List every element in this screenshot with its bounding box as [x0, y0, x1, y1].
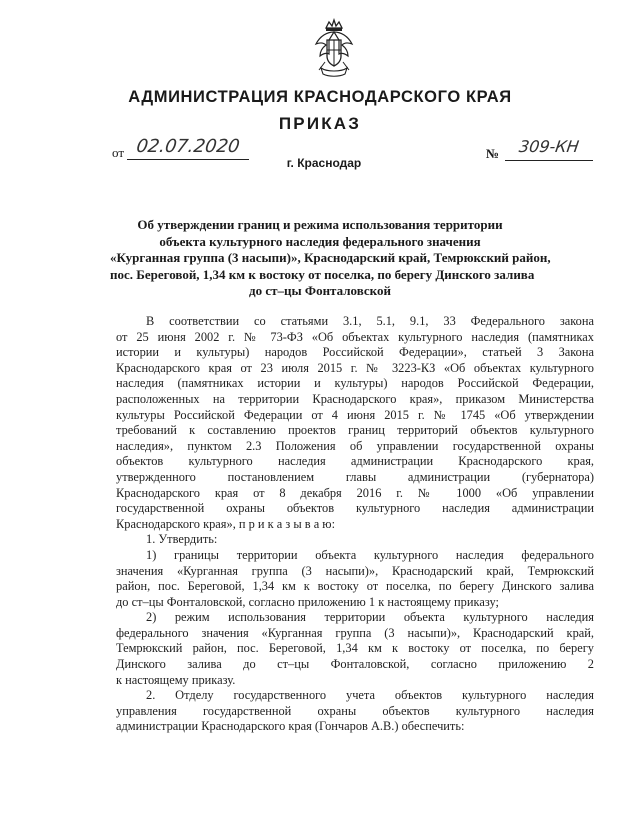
body-line: Краснодарского края от 8 декабря 2016 г. № 1000 «Об управлении [116, 485, 594, 500]
body-line: значения «Курганная группа (3 насыпи)», Краснодарский край, Темрюкский [116, 563, 594, 578]
body-line: 2) режим использования территории объекта культурного наследия [146, 610, 594, 625]
body-line: утвержденного постановлением главы администрации (губернатора) [116, 469, 594, 484]
body-line: 2. Отделу государственного учета объектов культурного наследия [146, 688, 594, 703]
body-line: Краснодарского края», п р и к а з ы в а ю: [116, 516, 336, 531]
body-line: Темрюкский район, пос. Береговой, 1,34 км к востоку от поселка, по берегу [116, 641, 594, 656]
document-body [116, 314, 594, 735]
body-line: от 25 июня 2002 г. № 73-ФЗ «Об объектах культурного наследия (памятниках [116, 329, 594, 344]
document-title [110, 217, 551, 300]
body-line: расположенных на территории Краснодарского края», приказом Министерства [116, 391, 594, 406]
body-line: к настоящему приказу. [116, 672, 236, 687]
number-value: 309-КН [517, 137, 581, 156]
body-line: государственной охраны объектов культурного наследия администрации [116, 501, 594, 516]
date-value: 02.07.2020 [134, 136, 242, 157]
body-line: управления государственной охраны объектов культурного наследия [116, 703, 594, 718]
body-line: федерального значения «Курганная группа (3 насыпи)», Краснодарский край, [116, 625, 594, 640]
city: г. Краснодар [286, 156, 362, 170]
body-line: Динского залива до ст–цы Фонталовской, согласно приложению 2 [116, 657, 594, 672]
title-line: Об утверждении границ и режима использования территории [137, 217, 503, 232]
body-line: наследия (памятниках истории и культуры) народов Российской Федерации, [116, 376, 594, 391]
body-line: 1. Утвердить: [146, 532, 218, 547]
body-line: требований к составлению проектов границ территорий объектов культурного [116, 423, 594, 438]
body-line: администрации Краснодарского края (Гончаров А.В.) обеспечить: [116, 719, 465, 734]
body-line: В соответствии со статьями 3.1, 5.1, 9.1, 33 Федерального закона [146, 314, 594, 328]
number-label: № [486, 146, 500, 161]
body-line: 1) границы территории объекта культурного наследия федерального [146, 547, 594, 562]
body-line: объектов культурного наследия администрации Краснодарского края, [116, 454, 594, 469]
body-line: Краснодарского края от 23 июля 2015 г. № 3223-КЗ «Об объектах культурного [116, 360, 594, 375]
document-type: ПРИКАЗ [278, 114, 362, 133]
body-line: до ст–цы Фонталовской, согласно приложению 1 к настоящему приказу; [116, 594, 499, 609]
date-label: от [112, 145, 125, 160]
body-line: истории и культуры) народов Российской Федерации», статьей 3 Закона [116, 345, 594, 360]
body-line: наследия», пунктом 2.3 Положения об управлении государственной охраны [116, 438, 594, 453]
title-line: объекта культурного наследия федерального значения [159, 233, 481, 249]
coat-of-arms-emblem-icon [311, 18, 357, 80]
body-line: культуры Российской Федерации от 4 июня 2015 г. № 1745 «Об утверждении [116, 407, 594, 422]
body-line: район, пос. Береговой, 1,34 км к востоку от поселка, по берегу Динского залива [116, 579, 594, 594]
title-line: пос. Береговой, 1,34 км к востоку от поселка, по берегу Динского залива [110, 266, 535, 282]
organization-name: АДМИНИСТРАЦИЯ КРАСНОДАРСКОГО КРАЯ [128, 88, 512, 106]
title-line: до ст–цы Фонталовской [249, 283, 391, 298]
title-line: «Курганная группа (3 насыпи)», Краснодарский край, Темрюкский район, [110, 250, 551, 265]
